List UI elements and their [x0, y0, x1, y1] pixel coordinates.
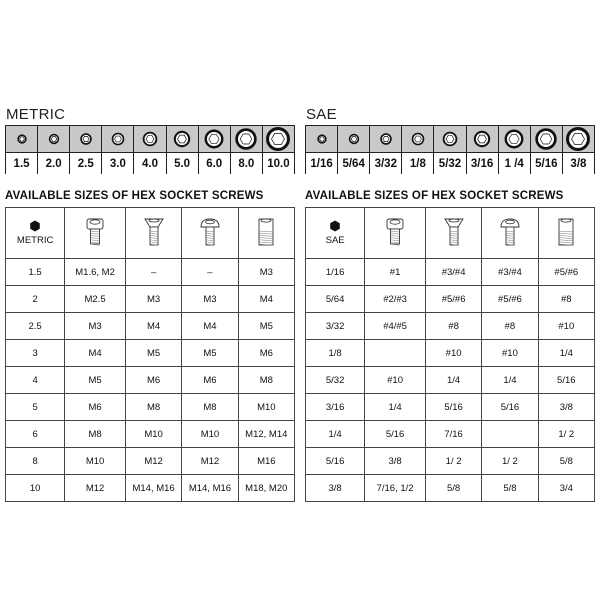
- screw-size-cell: 3/4: [538, 475, 594, 502]
- metric-chart-size-label: 2.0: [45, 157, 62, 170]
- sae-chart-socket-6: [466, 126, 498, 152]
- screw-size-cell: 1/ 2: [538, 421, 594, 448]
- screw-size-cell: #2/#3: [365, 286, 426, 313]
- metric-chart-size-cell: [6, 153, 37, 174]
- socket-icon: [106, 127, 130, 151]
- metric-chart-socket-5: [133, 126, 165, 152]
- metric-chart-sizes-row: [6, 152, 294, 174]
- screw-size-cell: 5/8: [538, 448, 594, 475]
- table-row: [306, 394, 595, 421]
- table-header-row: [306, 208, 595, 259]
- screw-size-cell: #5/#6: [482, 286, 538, 313]
- table-row: [306, 475, 595, 502]
- table-row: [306, 340, 595, 367]
- metric-chart-size-label: 6.0: [206, 157, 223, 170]
- table-row: [6, 286, 295, 313]
- table-row: [306, 313, 595, 340]
- hex-size-cell: 1.5: [6, 259, 65, 286]
- table-row: [6, 394, 295, 421]
- sae-chart-size-label: 5/64: [342, 157, 365, 170]
- metric-chart-size-label: 10.0: [267, 157, 290, 170]
- sae-chart-size-label: 5/16: [535, 157, 558, 170]
- metric-chart-socket-9: [262, 126, 294, 152]
- screw-size-cell: M4: [238, 286, 294, 313]
- screw-size-cell: M3: [238, 259, 294, 286]
- screw-size-cell: 1/ 2: [482, 448, 538, 475]
- metric-chart-socket-2: [37, 126, 69, 152]
- table-row: [6, 313, 295, 340]
- screw-size-cell: M8: [238, 367, 294, 394]
- metric-chart-size-cell: [198, 153, 230, 174]
- screw-size-cell: M5: [182, 340, 238, 367]
- screw-size-cell: M10: [182, 421, 238, 448]
- metric-chart-size-cell: [230, 153, 262, 174]
- screw-size-cell: M8: [182, 394, 238, 421]
- metric-size-chart: [5, 125, 295, 174]
- screw-size-cell: #10: [365, 367, 426, 394]
- screw-size-cell: #3/#4: [482, 259, 538, 286]
- sae-header-label: SAE: [325, 235, 345, 246]
- table-header-row: [6, 208, 295, 259]
- socket-icon: [170, 127, 194, 151]
- sae-chart-size-cell: [530, 153, 562, 174]
- screw-size-cell: 5/8: [482, 475, 538, 502]
- hex-size-cell: 5/64: [306, 286, 365, 313]
- metric-section-title: AVAILABLE SIZES OF HEX SOCKET SCREWS: [5, 190, 264, 202]
- sae-chart-size-label: 1/8: [409, 157, 426, 170]
- screw-size-cell: #10: [482, 340, 538, 367]
- screw-size-cell: M4: [125, 313, 181, 340]
- screw-size-cell: [482, 421, 538, 448]
- screw-size-cell: M16: [238, 448, 294, 475]
- screw-size-cell: 1/ 2: [425, 448, 481, 475]
- socket-icon: [74, 127, 98, 151]
- screw-size-cell: M12: [182, 448, 238, 475]
- table-row: [306, 259, 595, 286]
- metric-chart-socket-8: [230, 126, 262, 152]
- sae-header-socket-cap-screw: [365, 208, 426, 259]
- sae-chart-size-cell: [337, 153, 369, 174]
- sae-chart-size-cell: [306, 153, 337, 174]
- screw-size-cell: #10: [538, 313, 594, 340]
- sae-section-title: AVAILABLE SIZES OF HEX SOCKET SCREWS: [305, 190, 564, 202]
- socket-icon: [406, 127, 430, 151]
- screw-size-cell: 1/4: [482, 367, 538, 394]
- hex-key-icon: [329, 220, 341, 232]
- screw-size-cell: 1/4: [365, 394, 426, 421]
- socket-icon: [438, 127, 462, 151]
- screw-size-cell: M14, M16: [182, 475, 238, 502]
- screw-size-cell: M5: [238, 313, 294, 340]
- hex-size-cell: 2.5: [6, 313, 65, 340]
- sae-chart-socket-7: [498, 126, 530, 152]
- screw-size-cell: #8: [425, 313, 481, 340]
- hex-size-cell: 10: [6, 475, 65, 502]
- screw-size-cell: 5/16: [365, 421, 426, 448]
- sae-chart-socket-5: [433, 126, 465, 152]
- socket-icon: [10, 127, 34, 151]
- screw-size-cell: M6: [238, 340, 294, 367]
- metric-screw-table: [5, 207, 295, 502]
- screw-size-cell: 3/8: [538, 394, 594, 421]
- hex-size-cell: 2: [6, 286, 65, 313]
- socket-icon: [342, 127, 366, 151]
- metric-chart-size-cell: [133, 153, 165, 174]
- screw-size-cell: #8: [538, 286, 594, 313]
- socket-icon: [470, 127, 494, 151]
- metric-chart-socket-7: [198, 126, 230, 152]
- screw-size-cell: 3/8: [365, 448, 426, 475]
- screw-size-cell: M6: [125, 367, 181, 394]
- sae-chart-size-label: 3/8: [570, 157, 587, 170]
- hex-size-cell: 3/8: [306, 475, 365, 502]
- socket-cap-screw-icon: [384, 216, 406, 248]
- screw-size-cell: 5/16: [482, 394, 538, 421]
- table-row: [306, 286, 595, 313]
- hex-size-cell: 1/4: [306, 421, 365, 448]
- socket-icon: [138, 127, 162, 151]
- sae-chart-size-label: 1 /4: [504, 157, 524, 170]
- metric-chart-socket-3: [69, 126, 101, 152]
- metric-chart-size-cell: [69, 153, 101, 174]
- sae-chart-icons-row: [306, 126, 594, 152]
- table-row: [6, 259, 295, 286]
- sae-header-flat-head-screw: [425, 208, 481, 259]
- sae-header-key-cell: [306, 208, 365, 259]
- screw-size-cell: M10: [65, 448, 126, 475]
- metric-header-button-head-screw: [182, 208, 238, 259]
- metric-label: METRIC: [6, 106, 66, 123]
- screw-size-cell: M3: [125, 286, 181, 313]
- socket-icon: [502, 127, 526, 151]
- screw-size-cell: 5/8: [425, 475, 481, 502]
- table-row: [6, 340, 295, 367]
- screw-size-cell: M12: [125, 448, 181, 475]
- sae-chart-socket-4: [401, 126, 433, 152]
- screw-size-cell: M5: [125, 340, 181, 367]
- sae-chart-size-cell: [498, 153, 530, 174]
- socket-icon: [42, 127, 66, 151]
- metric-chart-socket-6: [166, 126, 198, 152]
- screw-size-cell: M8: [125, 394, 181, 421]
- screw-size-cell: M3: [182, 286, 238, 313]
- sae-chart-sizes-row: [306, 152, 594, 174]
- metric-chart-size-cell: [166, 153, 198, 174]
- hex-size-cell: 5/32: [306, 367, 365, 394]
- screw-size-cell: 1/4: [538, 340, 594, 367]
- screw-size-cell: 7/16: [425, 421, 481, 448]
- screw-size-cell: M12: [65, 475, 126, 502]
- sae-screw-table: [305, 207, 595, 502]
- metric-chart-size-cell: [37, 153, 69, 174]
- socket-cap-screw-icon: [84, 216, 106, 248]
- table-row: [306, 367, 595, 394]
- hex-size-cell: 6: [6, 421, 65, 448]
- metric-header-set-screw: [238, 208, 294, 259]
- metric-chart-size-label: 5.0: [174, 157, 191, 170]
- table-row: [6, 367, 295, 394]
- metric-chart-size-label: 1.5: [13, 157, 30, 170]
- hex-size-cell: 5/16: [306, 448, 365, 475]
- sae-header-set-screw: [538, 208, 594, 259]
- socket-icon: [234, 127, 258, 151]
- socket-icon: [566, 127, 590, 151]
- metric-header-socket-cap-screw: [65, 208, 126, 259]
- sae-chart-size-cell: [369, 153, 401, 174]
- screw-size-cell: –: [125, 259, 181, 286]
- sae-chart-size-label: 3/32: [374, 157, 397, 170]
- sae-chart-socket-8: [530, 126, 562, 152]
- screw-size-cell: 1/4: [425, 367, 481, 394]
- table-row: [306, 421, 595, 448]
- sae-chart-size-cell: [433, 153, 465, 174]
- screw-size-cell: M2.5: [65, 286, 126, 313]
- screw-size-cell: M10: [238, 394, 294, 421]
- screw-size-cell: M10: [125, 421, 181, 448]
- screw-size-cell: #4/#5: [365, 313, 426, 340]
- sae-header-button-head-screw: [482, 208, 538, 259]
- metric-chart-size-label: 8.0: [238, 157, 255, 170]
- screw-size-cell: M5: [65, 367, 126, 394]
- metric-chart-socket-1: [6, 126, 37, 152]
- sae-chart-size-cell: [466, 153, 498, 174]
- metric-chart-size-label: 2.5: [77, 157, 94, 170]
- button-head-screw-icon: [199, 216, 221, 248]
- set-screw-icon: [255, 216, 277, 248]
- metric-chart-size-label: 3.0: [109, 157, 126, 170]
- set-screw-icon: [555, 216, 577, 248]
- screw-size-cell: M3: [65, 313, 126, 340]
- socket-icon: [310, 127, 334, 151]
- socket-icon: [534, 127, 558, 151]
- screw-size-cell: #8: [482, 313, 538, 340]
- metric-chart-socket-4: [101, 126, 133, 152]
- metric-chart-size-label: 4.0: [141, 157, 158, 170]
- sae-chart-socket-3: [369, 126, 401, 152]
- metric-chart-icons-row: [6, 126, 294, 152]
- sae-chart-size-label: 1/16: [310, 157, 333, 170]
- hex-size-cell: 3/32: [306, 313, 365, 340]
- metric-header-key-cell: [6, 208, 65, 259]
- socket-icon: [266, 127, 290, 151]
- sae-size-chart: [305, 125, 595, 174]
- sae-chart-socket-9: [562, 126, 594, 152]
- screw-size-cell: [365, 340, 426, 367]
- table-row: [6, 448, 295, 475]
- screw-size-cell: 5/16: [425, 394, 481, 421]
- screw-size-cell: M6: [182, 367, 238, 394]
- metric-header-flat-head-screw: [125, 208, 181, 259]
- screw-size-cell: #1: [365, 259, 426, 286]
- button-head-screw-icon: [499, 216, 521, 248]
- sae-label: SAE: [306, 106, 337, 123]
- socket-icon: [202, 127, 226, 151]
- hex-size-cell: 3: [6, 340, 65, 367]
- screw-size-cell: #5/#6: [538, 259, 594, 286]
- socket-icon: [374, 127, 398, 151]
- screw-size-cell: #5/#6: [425, 286, 481, 313]
- screw-size-cell: M18, M20: [238, 475, 294, 502]
- screw-size-cell: –: [182, 259, 238, 286]
- hex-size-cell: 3/16: [306, 394, 365, 421]
- metric-chart-size-cell: [262, 153, 294, 174]
- metric-chart-size-cell: [101, 153, 133, 174]
- metric-header-label: METRIC: [16, 235, 54, 246]
- screw-size-cell: M12, M14: [238, 421, 294, 448]
- table-row: [306, 448, 595, 475]
- screw-size-cell: M8: [65, 421, 126, 448]
- screw-size-cell: M14, M16: [125, 475, 181, 502]
- sae-chart-socket-2: [337, 126, 369, 152]
- sae-chart-size-cell: [562, 153, 594, 174]
- hex-size-cell: 8: [6, 448, 65, 475]
- sae-chart-size-label: 3/16: [470, 157, 494, 170]
- hex-size-cell: 5: [6, 394, 65, 421]
- hex-size-cell: 1/16: [306, 259, 365, 286]
- table-row: [6, 475, 295, 502]
- sae-chart-socket-1: [306, 126, 337, 152]
- screw-size-cell: #10: [425, 340, 481, 367]
- hex-key-icon: [29, 220, 41, 232]
- sae-chart-size-label: 5/32: [438, 157, 462, 170]
- hex-size-cell: 1/8: [306, 340, 365, 367]
- hex-size-cell: 4: [6, 367, 65, 394]
- sae-chart-size-cell: [401, 153, 433, 174]
- screw-size-cell: M4: [65, 340, 126, 367]
- flat-head-screw-icon: [443, 216, 465, 248]
- screw-size-cell: M1.6, M2: [65, 259, 126, 286]
- table-row: [6, 421, 295, 448]
- screw-size-cell: 7/16, 1/2: [365, 475, 426, 502]
- screw-size-cell: M4: [182, 313, 238, 340]
- screw-size-cell: M6: [65, 394, 126, 421]
- screw-size-cell: #3/#4: [425, 259, 481, 286]
- flat-head-screw-icon: [143, 216, 165, 248]
- screw-size-cell: 5/16: [538, 367, 594, 394]
